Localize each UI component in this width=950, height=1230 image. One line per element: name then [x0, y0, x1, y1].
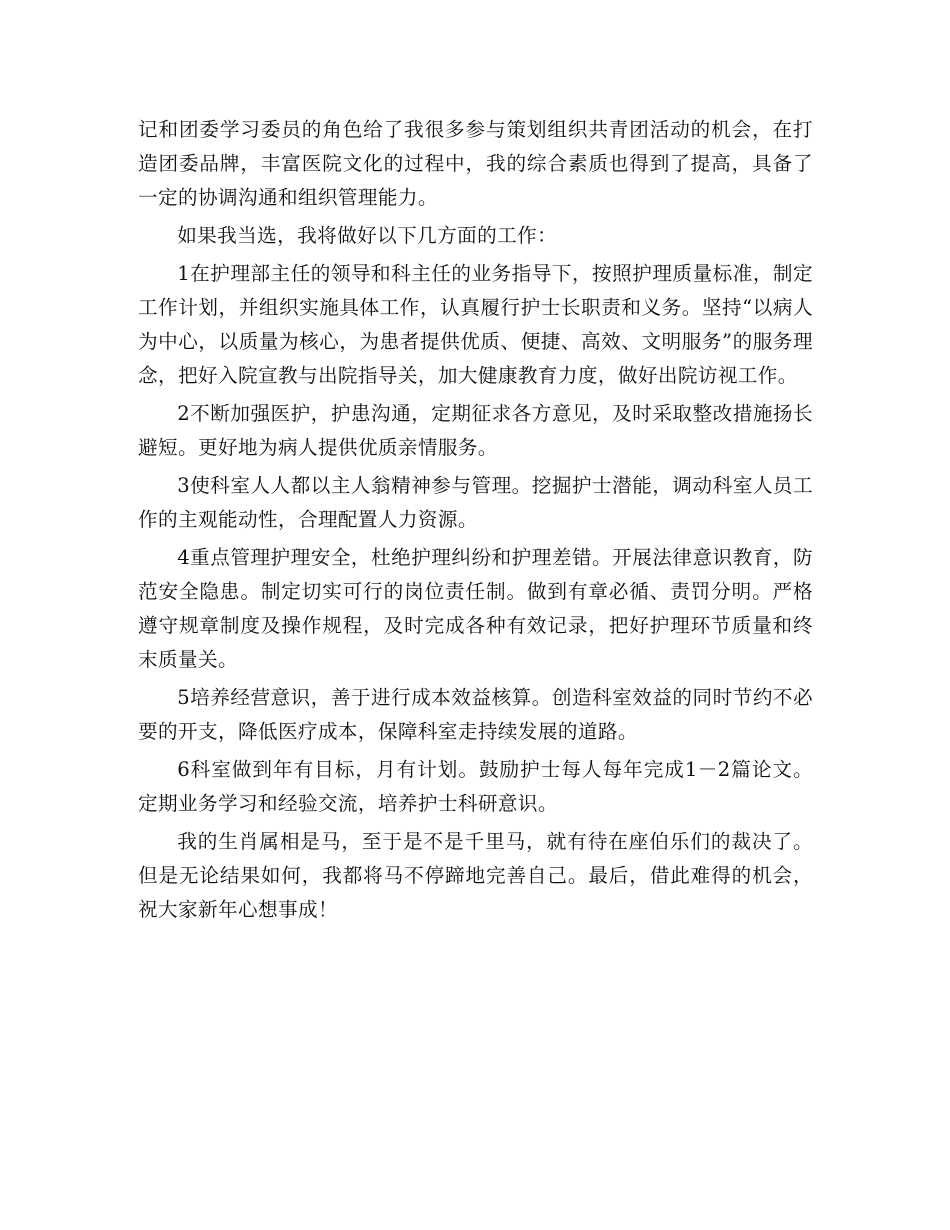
paragraph-5: 3使科室人人都以主人翁精神参与管理。挖掘护士潜能，调动科室人员工作的主观能动性，合理配置人力资源。 — [138, 474, 813, 531]
document-body — [138, 113, 813, 931]
paragraph-1: 记和团委学习委员的角色给了我很多参与策划组织共青团活动的机会，在打造团委品牌，丰富医院文化的过程中，我的综合素质也得到了提高，具备了一定的协调沟通和组织管理能力。 — [138, 118, 813, 209]
paragraph-2: 如果我当选，我将做好以下几方面的工作： — [177, 224, 558, 247]
paragraph-7: 5培养经营意识，善于进行成本效益核算。创造科室效益的同时节约不必要的开支，降低医疗成本，保障科室走持续发展的道路。 — [138, 686, 813, 743]
paragraph-9: 我的生肖属相是马，至于是不是千里马，就有待在座伯乐们的裁决了。但是无论结果如何，我都将马不停蹄地完善自己。最后，借此难得的机会，祝大家新年心想事成！ — [138, 830, 813, 921]
paragraph-4: 2不断加强医护，护患沟通，定期征求各方意见，及时采取整改措施扬长避短。更好地为病人提供优质亲情服务。 — [138, 402, 813, 459]
paragraph-6: 4重点管理护理安全，杜绝护理纠纷和护理差错。开展法律意识教育，防范安全隐患。制定切实可行的岗位责任制。做到有章必循、责罚分明。严格遵守规章制度及操作规程，及时完成各种有效记录，把好护理环节质量和终末质量关。 — [138, 546, 813, 671]
paragraph-3: 1在护理部主任的领导和科主任的业务指导下，按照护理质量标准，制定工作计划，并组织实施具体工作，认真履行护士长职责和义务。坚持“以病人为中心，以质量为核心，为患者提供优质、便捷、高效、文明服务”的服务理念，把好入院宣教与出院指导关，加大健康教育力度，做好出院访视工作。 — [138, 262, 813, 387]
paragraph-8: 6科室做到年有目标，月有计划。鼓励护士每人每年完成1－2篇论文。定期业务学习和经验交流，培养护士科研意识。 — [138, 758, 813, 815]
